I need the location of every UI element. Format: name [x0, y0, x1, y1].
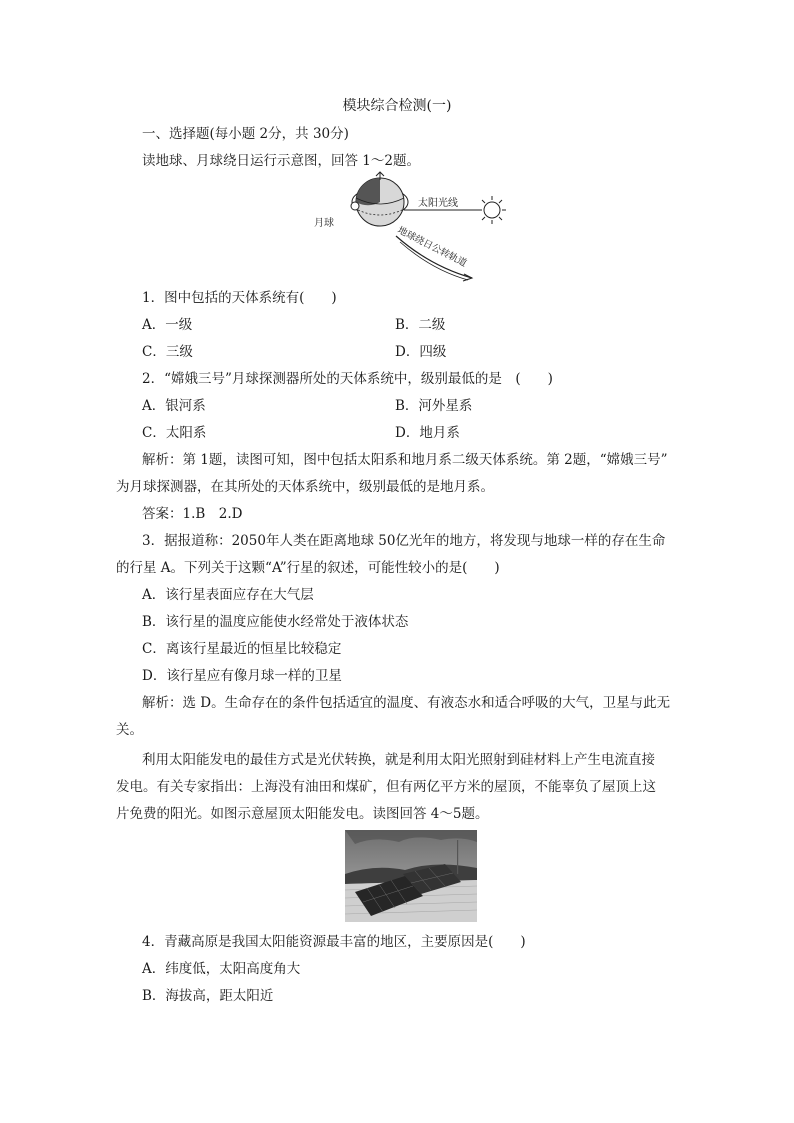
rooftop-solar-photo [345, 830, 477, 922]
q3-option-a: A．该行星表面应存在大气层 [142, 587, 314, 603]
passage-line: 利用太阳能发电的最佳方式是光伏转换，就是利用太阳光照射到硅材料上产生电流直接 [142, 752, 655, 768]
q3-stem: 3．据报道称：2050年人类在距离地球 50亿光年的地方，将发现与地球一样的存在生命 [142, 533, 666, 549]
question-intro: 读地球、月球绕日运行示意图，回答 1～2题。 [142, 153, 420, 169]
answer-line: 答案：1.B 2.D [142, 506, 243, 522]
q1-option-d: D．四级 [395, 344, 447, 360]
q3-option-c: C．离该行星最近的恒星比较稳定 [142, 641, 342, 657]
q3-option-d: D．该行星应有像月球一样的卫星 [142, 668, 342, 684]
q2-option-d: D．地月系 [395, 425, 460, 441]
page-title: 模块综合检测(一) [342, 98, 452, 114]
sunlight-label: 太阳光线 [418, 198, 458, 209]
q1-option-b: B．二级 [395, 317, 446, 333]
q1-option-a: A．一级 [142, 317, 193, 333]
analysis-line: 为月球探测器，在其所处的天体系统中，级别最低的是地月系。 [116, 479, 494, 495]
section-heading: 一、选择题(每小题 2分，共 30分) [142, 126, 349, 142]
earth-moon-orbit-diagram [300, 170, 510, 282]
q2-option-c: C．太阳系 [142, 425, 207, 441]
q4-stem: 4．青藏高原是我国太阳能资源最丰富的地区，主要原因是( ) [142, 934, 526, 950]
analysis-line: 关。 [116, 722, 143, 738]
q1-option-c: C．三级 [142, 344, 193, 360]
moon-label: 月球 [314, 218, 334, 229]
q4-option-a: A．纬度低，太阳高度角大 [142, 961, 301, 977]
q2-stem: 2．“嫦娥三号”月球探测器所处的天体系统中，级别最低的是 ( ) [142, 371, 553, 387]
q3-option-b: B．该行星的温度应能使水经常处于液体状态 [142, 614, 409, 630]
passage-line: 片免费的阳光。如图示意屋顶太阳能发电。读图回答 4～5题。 [116, 806, 489, 822]
analysis-line: 解析：选 D。生命存在的条件包括适宜的温度、有液态水和适合呼吸的大气，卫星与此无 [142, 695, 671, 711]
q2-option-a: A．银河系 [142, 398, 206, 414]
q3-stem: 的行星 A。下列关于这颗“A”行星的叙述，可能性较小的是( ) [116, 560, 500, 576]
passage-line: 发电。有关专家指出：上海没有油田和煤矿，但有两亿平方米的屋顶，不能辜负了屋顶上这 [116, 779, 656, 795]
q1-stem: 1．图中包括的天体系统有( ) [142, 290, 337, 306]
q2-option-b: B．河外星系 [395, 398, 473, 414]
orbit-label: 地球绕日公转轨道 [395, 224, 469, 270]
analysis-line: 解析：第 1题，读图可知，图中包括太阳系和地月系二级天体系统。第 2题，“嫦娥三号” [142, 452, 668, 468]
q4-option-b: B．海拔高，距太阳近 [142, 988, 274, 1004]
